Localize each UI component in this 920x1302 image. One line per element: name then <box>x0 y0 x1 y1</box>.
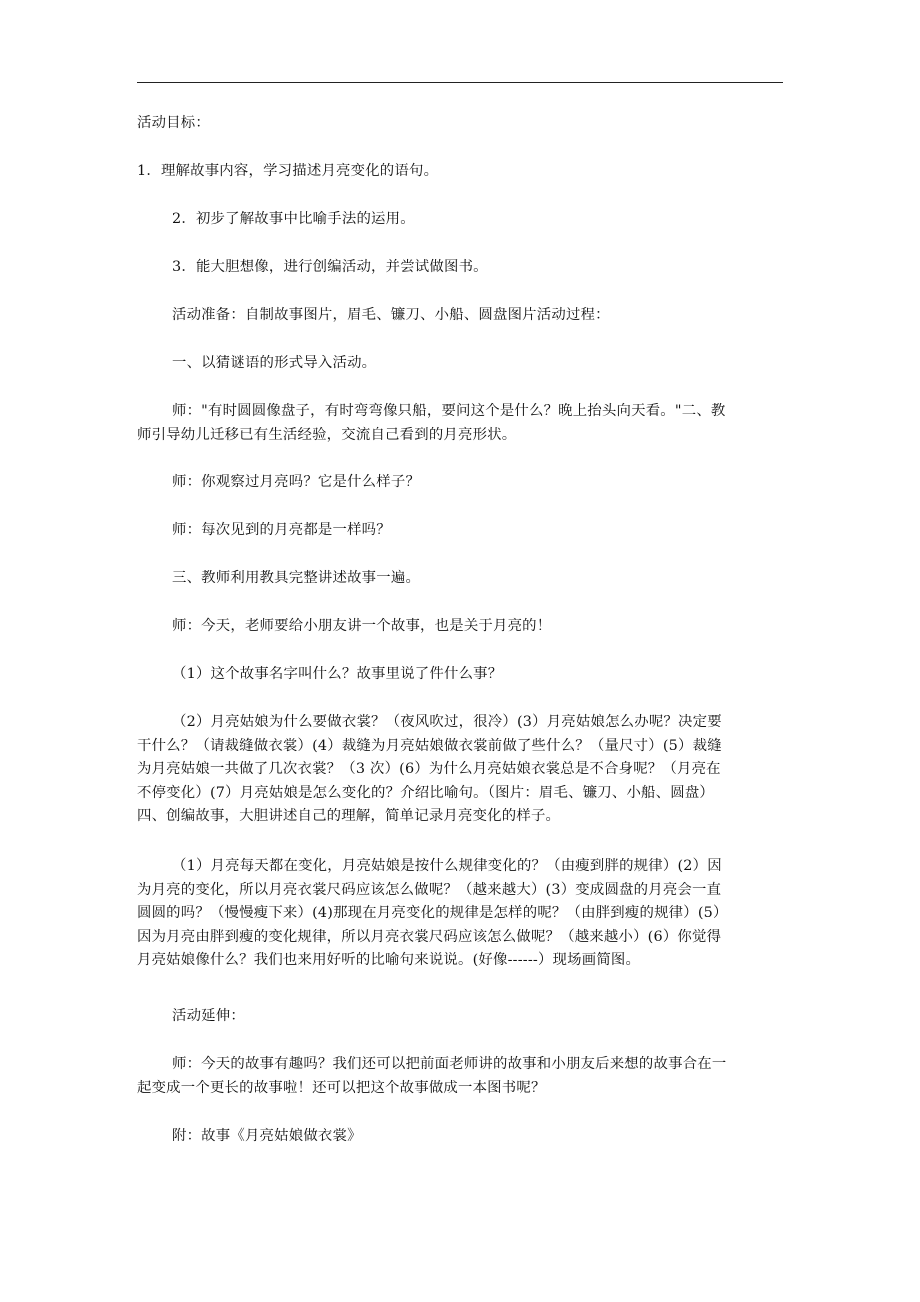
question-observe: 师：你观察过月亮吗？它是什么样子？ <box>172 474 421 490</box>
step-3-heading: 三、教师利用教具完整讲述故事一遍。 <box>172 570 421 586</box>
create-line: 圆圆的吗？（慢慢瘦下来）(4)那现在月亮变化的规律是怎样的呢？（由胖到瘦的规律）(5） <box>137 905 728 922</box>
questions-line: 为月亮姑娘一共做了几次衣裳？（3 次）(6）为什么月亮姑娘衣裳总是不合身呢？（月亮在 <box>137 761 721 778</box>
header-rule <box>137 82 783 83</box>
extension-line: 起变成一个更长的故事啦！还可以把这个故事做成一本图书呢？ <box>137 1079 546 1096</box>
riddle-paragraph <box>137 400 783 447</box>
goal-heading: 活动目标： <box>137 115 210 131</box>
question-1: （1）这个故事名字叫什么？故事里说了件什么事？ <box>172 666 503 682</box>
create-story-paragraph <box>137 855 783 973</box>
preparation-paragraph: 活动准备：自制故事图片，眉毛、镰刀、小船、圆盘图片活动过程： <box>172 307 610 323</box>
questions-line: 四、创编故事，大胆讲述自己的理解，简单记录月亮变化的样子。 <box>137 808 561 825</box>
create-line: 月亮姑娘像什么？我们也来用好听的比喻句来说说。(好像------）现场画简图。 <box>137 952 641 969</box>
create-line: 为月亮的变化，所以月亮衣裳尺码应该怎么做呢？（越来越大）(3）变成圆盘的月亮会一直 <box>137 881 722 898</box>
extension-heading: 活动延伸： <box>172 1008 245 1024</box>
create-line: （1）月亮每天都在变化，月亮姑娘是按什么规律变化的？（由瘦到胖的规律）(2）因 <box>172 858 722 874</box>
question-same: 师：每次见到的月亮都是一样吗？ <box>172 522 391 538</box>
questions-line: 不停变化）(7）月亮姑娘是怎么变化的？介绍比喻句。（图片：眉毛、镰刀、小船、圆盘） <box>137 784 715 801</box>
questions-line: 干什么？（请裁缝做衣裳）(4）裁缝为月亮姑娘做衣裳前做了些什么？（量尺寸）(5）裁缝 <box>137 737 722 754</box>
extension-line: 师：今天的故事有趣吗？我们还可以把前面老师讲的故事和小朋友后来想的故事合在一 <box>172 1056 727 1072</box>
riddle-line: 师引导幼儿迁移已有生活经验，交流自己看到的月亮形状。 <box>137 426 517 443</box>
create-line: 因为月亮由胖到瘦的变化规律，所以月亮衣裳尺码应该怎么做呢？（越来越小）(6）你觉得 <box>137 928 722 945</box>
teacher-story-intro: 师：今天，老师要给小朋友讲一个故事，也是关于月亮的！ <box>172 618 552 634</box>
appendix-title: 附：故事《月亮姑娘做衣裳》 <box>172 1128 362 1144</box>
questions-paragraph <box>137 711 783 829</box>
goal-item-2: 2．初步了解故事中比喻手法的运用。 <box>172 211 415 227</box>
step-1-heading: 一、以猜谜语的形式导入活动。 <box>172 355 377 371</box>
extension-paragraph <box>137 1053 783 1100</box>
riddle-line: 师："有时圆圆像盘子，有时弯弯像只船，要问这个是什么？晚上抬头向天看。"二、教 <box>172 403 726 419</box>
goal-item-1: 1．理解故事内容，学习描述月亮变化的语句。 <box>137 163 439 179</box>
goal-item-3: 3．能大胆想像，进行创编活动，并尝试做图书。 <box>172 259 488 275</box>
questions-line: （2）月亮姑娘为什么要做衣裳？（夜风吹过，很冷）(3）月亮姑娘怎么办呢？决定要 <box>172 714 722 730</box>
